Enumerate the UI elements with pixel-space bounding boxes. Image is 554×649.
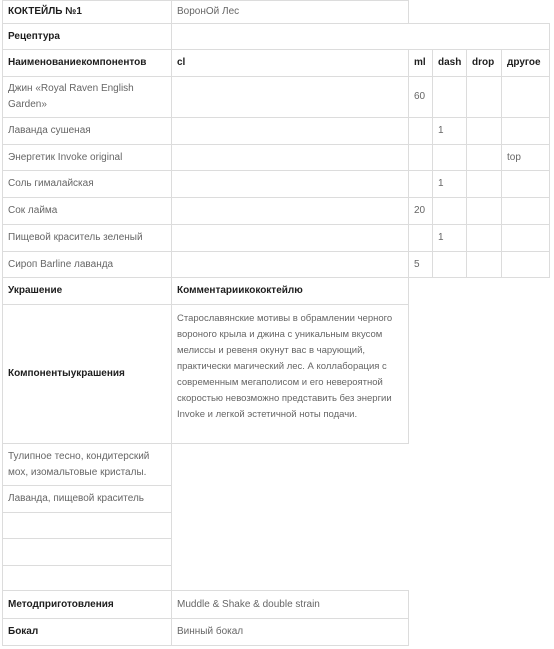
ingredient-cl (171, 76, 409, 118)
ingredient-drop (466, 117, 502, 145)
ingredient-other (501, 76, 550, 118)
comments-text: Старославянские мотивы в обрамлении черного вороного крыла и джина с уникальным вкусом мелиссы и ревеня окунут вас в чарующий, практически магический лес. А коллаборация с современным мегаполисом и его невероятной скоростью невозможно представить без энергии Invoke и легкой эстетичной ноты подачи. (171, 304, 409, 444)
ingredient-ml: 60 (408, 76, 433, 118)
ingredients-header-name: Наименованиекомпонентов (2, 49, 172, 77)
ingredient-cl (171, 117, 409, 145)
ingredient-other: top (501, 144, 550, 171)
garnish-item-empty (2, 565, 172, 591)
ingredient-name: Сироп Barline лаванда (2, 251, 172, 278)
ingredient-name: Сок лайма (2, 197, 172, 225)
garnish-label: Украшение (2, 277, 172, 305)
ingredients-header-drop: drop (466, 49, 502, 77)
glass-label: Бокал (2, 618, 172, 646)
ingredients-header-dash: dash (432, 49, 467, 77)
ingredient-cl (171, 170, 409, 198)
ingredient-other (501, 170, 550, 198)
garnish-components-label: Компонентыукрашения (2, 304, 172, 444)
ingredient-cl (171, 144, 409, 171)
ingredient-cl (171, 197, 409, 225)
ingredient-dash (432, 251, 467, 278)
ingredient-other (501, 251, 550, 278)
recipe-label: Рецептура (2, 23, 172, 50)
garnish-item-empty (2, 512, 172, 539)
ingredient-cl (171, 251, 409, 278)
glass-value: Винный бокал (171, 618, 409, 646)
cocktail-label: КОКТЕЙЛЬ №1 (2, 0, 172, 24)
ingredient-ml (408, 170, 433, 198)
ingredient-dash (432, 144, 467, 171)
method-label: Методприготовления (2, 590, 172, 619)
ingredients-header-ml: ml (408, 49, 433, 77)
comments-label: Комментариикококтейлю (171, 277, 409, 305)
ingredient-dash (432, 76, 467, 118)
ingredient-dash: 1 (432, 224, 467, 252)
garnish-item-empty (2, 538, 172, 566)
ingredient-drop (466, 170, 502, 198)
ingredient-ml: 20 (408, 197, 433, 225)
ingredient-ml (408, 117, 433, 145)
ingredient-drop (466, 224, 502, 252)
ingredient-name: Джин «Royal Raven English Garden» (2, 76, 172, 118)
ingredient-dash: 1 (432, 117, 467, 145)
ingredient-other (501, 197, 550, 225)
cocktail-name: ВоронОй Лес (171, 0, 409, 24)
ingredient-ml: 5 (408, 251, 433, 278)
ingredient-dash (432, 197, 467, 225)
ingredient-ml (408, 144, 433, 171)
ingredient-ml (408, 224, 433, 252)
ingredients-header-cl: cl (171, 49, 409, 77)
garnish-item: Тулипное тесно, кондитерский мох, изомальтовые кристалы. (2, 443, 172, 486)
ingredient-drop (466, 76, 502, 118)
ingredient-cl (171, 224, 409, 252)
ingredient-name: Пищевой краситель зеленый (2, 224, 172, 252)
ingredient-other (501, 224, 550, 252)
ingredient-name: Соль гималайская (2, 170, 172, 198)
ingredient-other (501, 117, 550, 145)
garnish-item: Лаванда, пищевой краситель (2, 485, 172, 513)
ingredient-name: Лаванда сушеная (2, 117, 172, 145)
method-value: Muddle & Shake & double strain (171, 590, 409, 619)
ingredient-drop (466, 144, 502, 171)
ingredient-drop (466, 197, 502, 225)
ingredients-header-other: другое (501, 49, 550, 77)
ingredient-name: Энергетик Invoke original (2, 144, 172, 171)
recipe-spacer (171, 23, 550, 50)
ingredient-dash: 1 (432, 170, 467, 198)
ingredient-drop (466, 251, 502, 278)
